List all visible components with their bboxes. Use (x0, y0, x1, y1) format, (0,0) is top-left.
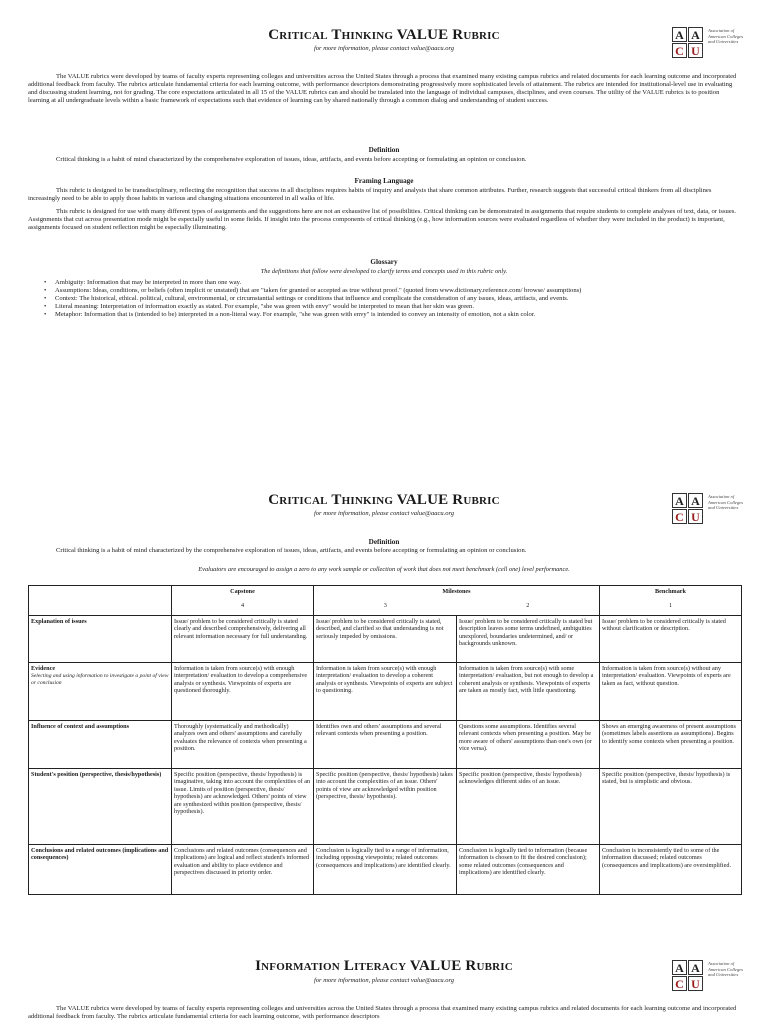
framing-heading: Framing Language (354, 177, 414, 185)
definition-text: Critical thinking is a habit of mind characterized by the comprehensive exploration of issues, ideas, artifacts, and events before accepting or formulating an opinion or conclusion. (56, 547, 527, 554)
logo-letter-u: U (688, 976, 703, 991)
definition-heading: Definition (368, 538, 400, 546)
framing-paragraph-2: This rubric is designed for use with many different types of assignments and the suggestions here are not an exhaustive list of possibilities. Critical thinking can be demonstrated in assignments that require students to complete analyses of text, data, or issues. Assignments that cut across presentation mode might be especially useful in some fields. If insight into the process components of critical thinking (e.g., how information sources were evaluated regardless of whether they were included in the product) is important, assignments focused on student reflection might be especially illuminating. (28, 208, 736, 231)
table-cell: Conclusion is inconsistently tied to some of the information discussed; related outcomes (consequences and implications) are oversimplified. (600, 845, 742, 895)
table-cell: Conclusion is logically tied to a range of information, including opposing viewpoints; related outcomes (consequences and implications) are identified clearly. (314, 845, 457, 895)
logo-letter-a1: A (672, 27, 687, 42)
header-capstone: Capstone (172, 586, 314, 597)
table-row (29, 769, 742, 845)
criterion-label: Student's position (perspective, thesis/hypothesis) (31, 770, 162, 778)
table-cell: Specific position (perspective, thesis/ hypothesis) acknowledges different sides of an issue. (457, 769, 600, 845)
header-blank (29, 586, 172, 616)
logo-letter-a1: A (672, 960, 687, 975)
table-cell: Questions some assumptions. Identifies several relevant contexts when presenting a position. May be more aware of others' assumptions than one's own (or vice versa). (457, 721, 600, 769)
logo-org-name: Association of American Colleges and Universities (708, 961, 744, 978)
contact-subtitle: for more information, please contact value@aacu.org (314, 510, 454, 517)
logo-org-name: Association of American Colleges and Universities (708, 494, 744, 511)
criterion-cell (29, 663, 172, 721)
criterion-label: Conclusions and related outcomes (implications and consequences) (31, 846, 169, 861)
table-cell: Issue/ problem to be considered critically is stated without clarification or description. (600, 616, 742, 663)
definition-text: Critical thinking is a habit of mind characterized by the comprehensive exploration of issues, ideas, artifacts, and events before accepting or formulating an opinion or conclusion. (56, 156, 527, 163)
aacu-logo (672, 493, 746, 527)
table-cell: Issue/ problem to be considered critically is stated clearly and described comprehensively, delivering all relevant information necessary for full understanding. (172, 616, 314, 663)
table-cell: Specific position (perspective, thesis/ hypothesis) is imaginative, taking into account the complexities of an issue. Limits of position (perspective, thesis/ hypothesis) are acknowledged. Others' points of view are synthesized within position (perspective, thesis/ hypothesis). (172, 769, 314, 845)
table-cell: Information is taken from source(s) without any interpretation/ evaluation. Viewpoints of experts are taken as fact, without question. (600, 663, 742, 721)
glossary-heading: Glossary (370, 258, 398, 266)
criterion-label: Influence of context and assumptions (31, 722, 129, 730)
table-cell: Thoroughly (systematically and methodically) analyzes own and others' assumptions and carefully evaluates the relevance of contexts when presenting a position. (172, 721, 314, 769)
level-number: 2 (457, 597, 600, 616)
header-milestones: Milestones (314, 586, 600, 597)
logo-letter-c: C (672, 43, 687, 58)
rubric-table (28, 585, 742, 895)
criterion-cell (29, 721, 172, 769)
rubric-title: Critical Thinking VALUE Rubric (268, 492, 500, 508)
logo-letter-c: C (672, 509, 687, 524)
table-cell: Information is taken from source(s) with enough interpretation/ evaluation to develop a coherent analysis or synthesis. Viewpoints of experts are subject to questioning. (314, 663, 457, 721)
rubric-title: Critical Thinking VALUE Rubric (268, 27, 500, 43)
table-cell: Conclusions and related outcomes (consequences and implications) are logical and reflect student's informed evaluation and ability to place evidence and perspectives discussed in priority order. (172, 845, 314, 895)
intro-paragraph: The VALUE rubrics were developed by teams of faculty experts representing colleges and universities across the United States through a process that examined many existing campus rubrics and related documents for each learning outcome and incorporated additional feedback from faculty. The rubrics articulate fundamental criteria for each learning outcome, with performance descriptors demonstrating progressively more sophisticated levels of attainment. The rubrics are intended for institutional-level use in evaluating and discussing student learning, not for grading. The core expectations articulated in all 15 of the VALUE rubrics can and should be translated into the language of individual campuses, disciplines, and even courses. The utility of the VALUE rubrics is to position learning at all undergraduate levels within a basic framework of expectations such that evidence of learning can by shared nationally through a common dialog and understanding of student success. (28, 73, 737, 104)
logo-letter-a2: A (688, 960, 703, 975)
logo-letter-a2: A (688, 27, 703, 42)
table-cell: Information is taken from source(s) with some interpretation/ evaluation, but not enough to develop a coherent analysis or synthesis. Viewpoints of experts are taken as mostly fact, with little questioning. (457, 663, 600, 721)
glossary-item: • Assumptions: Ideas, conditions, or beliefs (often implicit or unstated) that are "taken for granted or accepted as true without proof." (quoted from www.dictionary.reference.com/ browse/ assumptions) (44, 287, 744, 295)
logo-letter-u: U (688, 43, 703, 58)
criterion-label: Explanation of issues (31, 617, 87, 625)
logo-letter-u: U (688, 509, 703, 524)
glossary-item: • Literal meaning: Interpretation of information exactly as stated. For example, "she was green with envy" would be interpreted to mean that her skin was green. (44, 303, 744, 311)
table-row (29, 845, 742, 895)
criterion-note: Selecting and using information to investigate a point of view or conclusion (31, 673, 169, 686)
logo-org-name: Association of American Colleges and Universities (708, 28, 744, 45)
glossary-note: The definitions that follow were developed to clarify terms and concepts used in this rubric only. (260, 268, 508, 275)
rubric-title: Information Literacy VALUE Rubric (255, 958, 513, 974)
level-number: 3 (314, 597, 457, 616)
level-number: 4 (172, 597, 314, 616)
header-benchmark: Benchmark (600, 586, 742, 597)
table-cell: Specific position (perspective, thesis/ hypothesis) takes into account the complexities of an issue. Others' points of view are acknowledged within position (perspective, thesis/ hypothesis). (314, 769, 457, 845)
contact-subtitle: for more information, please contact value@aacu.org (314, 45, 454, 52)
level-number: 1 (600, 597, 742, 616)
criterion-label: Evidence (31, 664, 56, 672)
aacu-logo (672, 27, 746, 61)
framing-paragraph-1: This rubric is designed to be transdisciplinary, reflecting the recognition that success in all disciplines requires habits of inquiry and analysis that share common attributes. Further, research suggests that successful critical thinkers from all disciplines increasingly need to be able to apply those habits in various and changing situations encountered in all walks of life. (28, 187, 712, 202)
aacu-logo (672, 960, 746, 994)
logo-letter-a2: A (688, 493, 703, 508)
table-row (29, 616, 742, 663)
glossary-list (44, 279, 744, 319)
table-header-row (29, 586, 742, 597)
table-cell: Information is taken from source(s) with enough interpretation/ evaluation to develop a comprehensive analysis or synthesis. Viewpoints of experts are questioned thoroughly. (172, 663, 314, 721)
logo-letter-a1: A (672, 493, 687, 508)
table-cell: Specific position (perspective, thesis/ hypothesis) is stated, but is simplistic and obvious. (600, 769, 742, 845)
glossary-item: • Ambiguity: Information that may be interpreted in more than one way. (44, 279, 744, 287)
definition-heading: Definition (368, 146, 400, 154)
table-cell: Conclusion is logically tied to information (because information is chosen to fit the desired conclusion); some related outcomes (consequences and implications) are identified clearly. (457, 845, 600, 895)
glossary-item: • Context: The historical, ethical. political, cultural, environmental, or circumstantial settings or conditions that influence and complicate the consideration of any issues, ideas, artifacts, and events. (44, 295, 744, 303)
glossary-item: • Metaphor: Information that is (intended to be) interpreted in a non-literal way. For example, "she was green with envy" is intended to convey an intensity of emotion, not a skin color. (44, 311, 744, 319)
criterion-cell (29, 769, 172, 845)
evaluator-note: Evaluators are encouraged to assign a zero to any work sample or collection of work that does not meet benchmark (cell one) level performance. (198, 566, 570, 573)
criterion-cell (29, 616, 172, 663)
logo-letter-c: C (672, 976, 687, 991)
criterion-cell (29, 845, 172, 895)
table-cell: Issue/ problem to be considered critically is stated, described, and clarified so that understanding is not seriously impeded by omissions. (314, 616, 457, 663)
table-row (29, 721, 742, 769)
table-cell: Shows an emerging awareness of present assumptions (sometimes labels assertions as assumptions). Begins to identify some contexts when presenting a position. (600, 721, 742, 769)
table-cell: Identifies own and others' assumptions and several relevant contexts when presenting a position. (314, 721, 457, 769)
table-row (29, 663, 742, 721)
table-cell: Issue/ problem to be considered critically is stated but description leaves some terms undefined, ambiguities unexplored, boundaries undetermined, and/ or backgrounds unknown. (457, 616, 600, 663)
intro-paragraph: The VALUE rubrics were developed by teams of faculty experts representing colleges and universities across the United States through a process that examined many existing campus rubrics and related documents for each learning outcome and incorporated additional feedback from faculty. The rubrics articulate fundamental criteria for each learning outcome, with performance descriptors (28, 1005, 737, 1020)
contact-subtitle: for more information, please contact value@aacu.org (314, 977, 454, 984)
